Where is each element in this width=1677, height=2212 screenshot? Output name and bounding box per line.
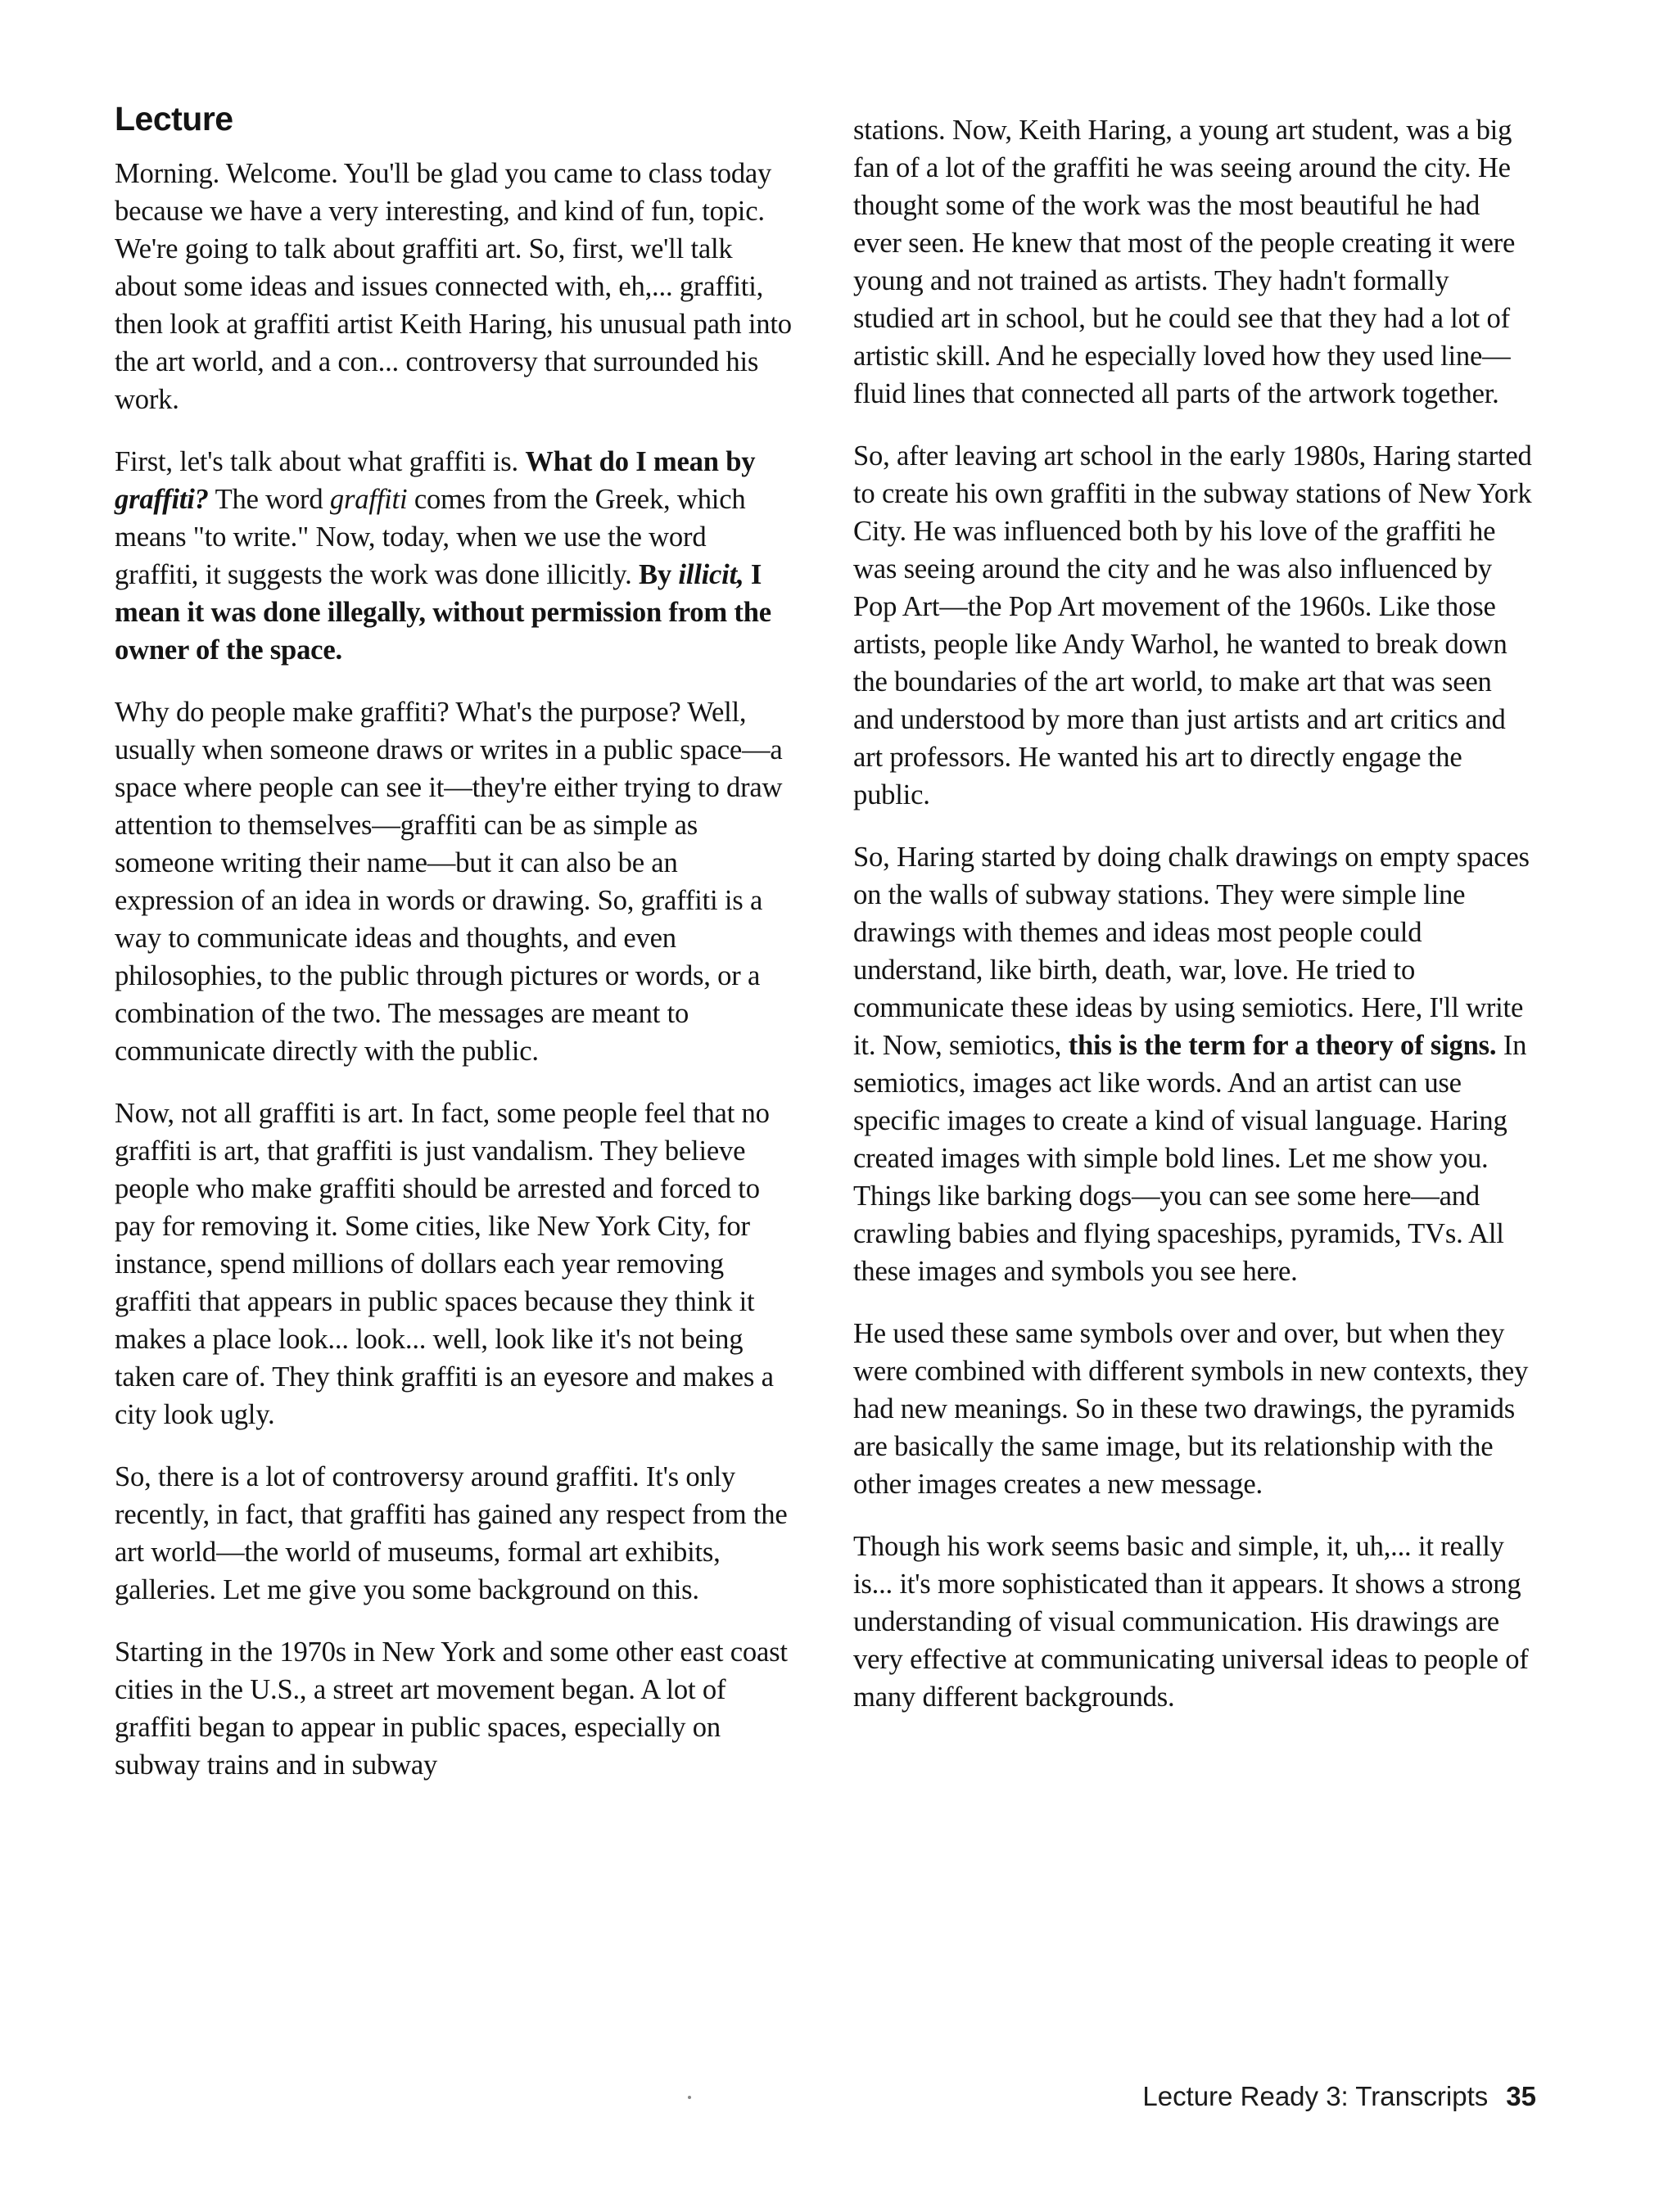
paragraph-intro: Morning. Welcome. You'll be glad you came to class today because we have a very interesting, and kind of fun, topic. We're going to talk about graffiti art. So, first, we'll talk about some ideas and issues connected with, eh,... graffiti, then look at graffiti artist Keith Haring, his unusual path into the art world, and a con... controversy that surrounded his work.: [115, 158, 792, 415]
paragraph-street-art: Starting in the 1970s in New York and some other east coast cities in the U.S., a street art movement began. A lot of graffiti began to appear in public spaces, especially on subway trains and in subway: [115, 1636, 788, 1781]
left-column: [115, 100, 794, 1808]
page-number: 35: [1506, 2081, 1536, 2111]
paragraph-symbols: He used these same symbols over and over, but when they were combined with different symbols in new contexts, they had new meanings. So in these two drawings, the pyramids are basically the same image, but its relationship with the other images creates a new message.: [853, 1318, 1529, 1500]
scan-speck: [688, 2096, 691, 2099]
paragraph-sophistication: Though his work seems basic and simple, it, uh,... it really is... it's more sophisticated than it appears. It shows a strong understanding of visual communication. His drawings are very effective at communicating universal ideas to people of many different backgrounds.: [853, 1531, 1529, 1713]
section-heading: Lecture: [115, 100, 233, 138]
paragraph-vandalism: Now, not all graffiti is art. In fact, some people feel that no graffiti is art, that graffiti is just vandalism. They believe people who make graffiti should be arrested and forced to pay for removing it. Some cities, like New York City, for instance, spend millions of dollars each year removing graffiti that appears in public spaces because they think it makes a place look... look... well, look like it's not being taken care of. They think graffiti is an eyesore and makes a city look ugly.: [115, 1098, 774, 1430]
page-footer: [1142, 2081, 1536, 2112]
paragraph-purpose: Why do people make graffiti? What's the purpose? Well, usually when someone draws or writes in a public space—a space where people can see it—they're either trying to draw attention to themselves—graffiti can be as simple as someone writing their name—but it can also be an expression of an idea in words or drawing. So, graffiti is a way to communicate ideas and thoughts, and even philosophies, to the public through pictures or words, or a combination of the two. The messages are meant to communicate directly with the public.: [115, 697, 783, 1067]
paragraph-definition: First, let's talk about what graffiti is. What do I mean by graffiti? The word graffiti comes from the Greek, which means "to write." Now, today, when we use the word graffiti, it suggests the work was done illicitly. By illicit, I mean it was done illegally, without permission from the owner of the space.: [115, 446, 771, 666]
paragraph-haring-subway: So, after leaving art school in the early 1980s, Haring started to create his own graffiti in the subway stations of New York City. He was influenced both by his love of the graffiti he was seeing around the city and he was also influenced by Pop Art—the Pop Art movement of the 1960s. Like those artists, people like Andy Warhol, he wanted to break down the boundaries of the art world, to make art that was seen and understood by more than just artists and art critics and art professors. He wanted his art to directly engage the public.: [853, 440, 1532, 810]
paragraph-controversy: So, there is a lot of controversy around graffiti. It's only recently, in fact, that graffiti has gained any respect from the art world—the world of museums, formal art exhibits, galleries. Let me give you some background on this.: [115, 1461, 788, 1605]
footer-title: Lecture Ready 3: Transcripts: [1142, 2081, 1489, 2111]
right-column: [853, 111, 1533, 1740]
paragraph-semiotics: So, Haring started by doing chalk drawings on empty spaces on the walls of subway stations. They were simple line drawings with themes and ideas most people could understand, like birth, death, war, love. He tried to communicate these ideas by using semiotics. Here, I'll write it. Now, semiotics, this is the term for a theory of signs. In semiotics, images act like words. And an artist can use specific images to create a kind of visual language. Haring created images with simple bold lines. Let me show you. Things like barking dogs—you can see some here—and crawling babies and flying spaceships, pyramids, TVs. All these images and symbols you see here.: [853, 842, 1530, 1287]
paragraph-haring-student: stations. Now, Keith Haring, a young art student, was a big fan of a lot of the graffiti he was seeing around the city. He thought some of the work was the most beautiful he had ever seen. He knew that most of the people creating it were young and not trained as artists. They hadn't formally studied art in school, but he could see that they had a lot of artistic skill. And he especially loved how they used line—fluid lines that connected all parts of the artwork together.: [853, 115, 1516, 409]
